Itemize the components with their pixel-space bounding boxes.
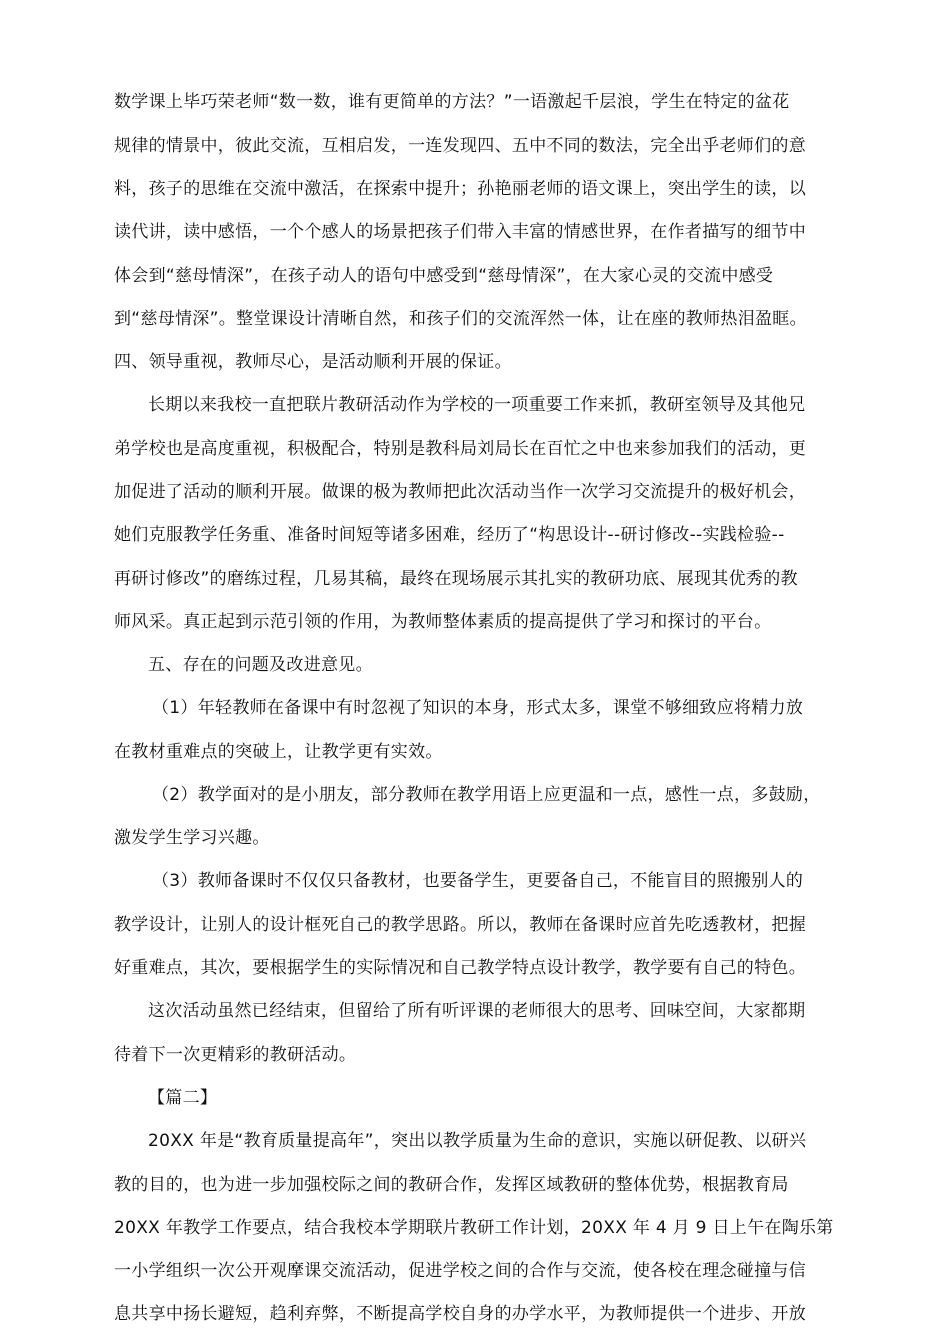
text-line: 到“慈母情深”。整堂课设计清晰自然，和孩子们的交流浑然一体，让在座的教师热泪盈眶。 [114, 309, 807, 329]
section-title-part-two: 【篇二】 [148, 1088, 218, 1108]
list-item-2: （2）教学面对的是小朋友，部分教师在教学用语上应更温和一点，感性一点，多鼓励， [152, 785, 821, 805]
text-line: 加促进了活动的顺利开展。做课的极为教师把此次活动当作一次学习交流提升的极好机会， [114, 482, 806, 502]
text-line: 她们克服教学任务重、准备时间短等诸多困难，经历了“构思设计--研讨修改--实践检验-- [114, 525, 785, 545]
text-line: 这次活动虽然已经结束，但留给了所有听评课的老师很大的思考、回味空间，大家都期 [148, 1001, 806, 1021]
text-line: 教的目的，也为进一步加强校际之间的教研合作，发挥区域教研的整体优势，根据教育局 [114, 1175, 789, 1195]
section-heading-5: 五、存在的问题及改进意见。 [148, 655, 373, 675]
list-item-1: （1）年轻教师在备课中有时忽视了知识的本身，形式太多，课堂不够细致应将精力放 [152, 698, 804, 718]
list-item-3: （3）教师备课时不仅仅只备教材，也要备学生，更要备自己，不能盲目的照搬别人的 [152, 871, 804, 891]
text-line: 20XX 年是“教育质量提高年”，突出以教学质量为生命的意识，实施以研促教、以研兴 [148, 1131, 807, 1151]
text-line: 在教材重难点的突破上，让教学更有实效。 [114, 742, 443, 762]
text-line: 息共享中扬长避短，趋利弃弊，不断提高学校自身的办学水平，为教师提供一个进步、开放 [114, 1304, 806, 1324]
text-line: 读代讲，读中感悟，一个个感人的场景把孩子们带入丰富的情感世界，在作者描写的细节中 [114, 222, 806, 242]
text-line: 好重难点，其次，要根据学生的实际情况和自己教学特点设计教学，教学要有自己的特色。 [114, 958, 806, 978]
text-line: 教学设计，让别人的设计框死自己的教学思路。所以，教师在备课时应首先吃透教材，把握 [114, 915, 806, 935]
text-line: 激发学生学习兴趣。 [114, 828, 270, 848]
text-line: 规律的情景中，彼此交流，互相启发，一连发现四、五中不同的数法，完全出乎老师们的意 [114, 136, 806, 156]
text-line: 20XX 年教学工作要点，结合我校本学期联片教研工作计划，20XX 年 4 月 9 日上午在陶乐第 [114, 1218, 834, 1238]
text-line: 待着下一次更精彩的教研活动。 [114, 1045, 357, 1065]
text-line: 再研讨修改”的磨练过程，几易其稿，最终在现场展示其扎实的教研功底、展现其优秀的教 [114, 569, 798, 589]
text-line: 一小学组织一次公开观摩课交流活动，促进学校之间的合作与交流，使各校在理念碰撞与信 [114, 1261, 806, 1281]
text-line: 长期以来我校一直把联片教研活动作为学校的一项重要工作来抓，教研室领导及其他兄 [148, 395, 806, 415]
text-line: 体会到“慈母情深”，在孩子动人的语句中感受到“慈母情深”，在大家心灵的交流中感受 [114, 266, 774, 286]
text-line: 数学课上毕巧荣老师“数一数，谁有更简单的方法？”一语激起千层浪，学生在特定的盆花 [114, 92, 790, 112]
section-heading-4: 四、领导重视，教师尽心，是活动顺利开展的保证。 [114, 352, 512, 372]
text-line: 料，孩子的思维在交流中激活，在探索中提升；孙艳丽老师的语文课上，突出学生的读，以 [114, 179, 806, 199]
text-line: 弟学校也是高度重视，积极配合，特别是教科局刘局长在百忙之中也来参加我们的活动，更 [114, 439, 806, 459]
text-line: 师风采。真正起到示范引领的作用，为教师整体素质的提高提供了学习和探讨的平台。 [114, 612, 772, 632]
